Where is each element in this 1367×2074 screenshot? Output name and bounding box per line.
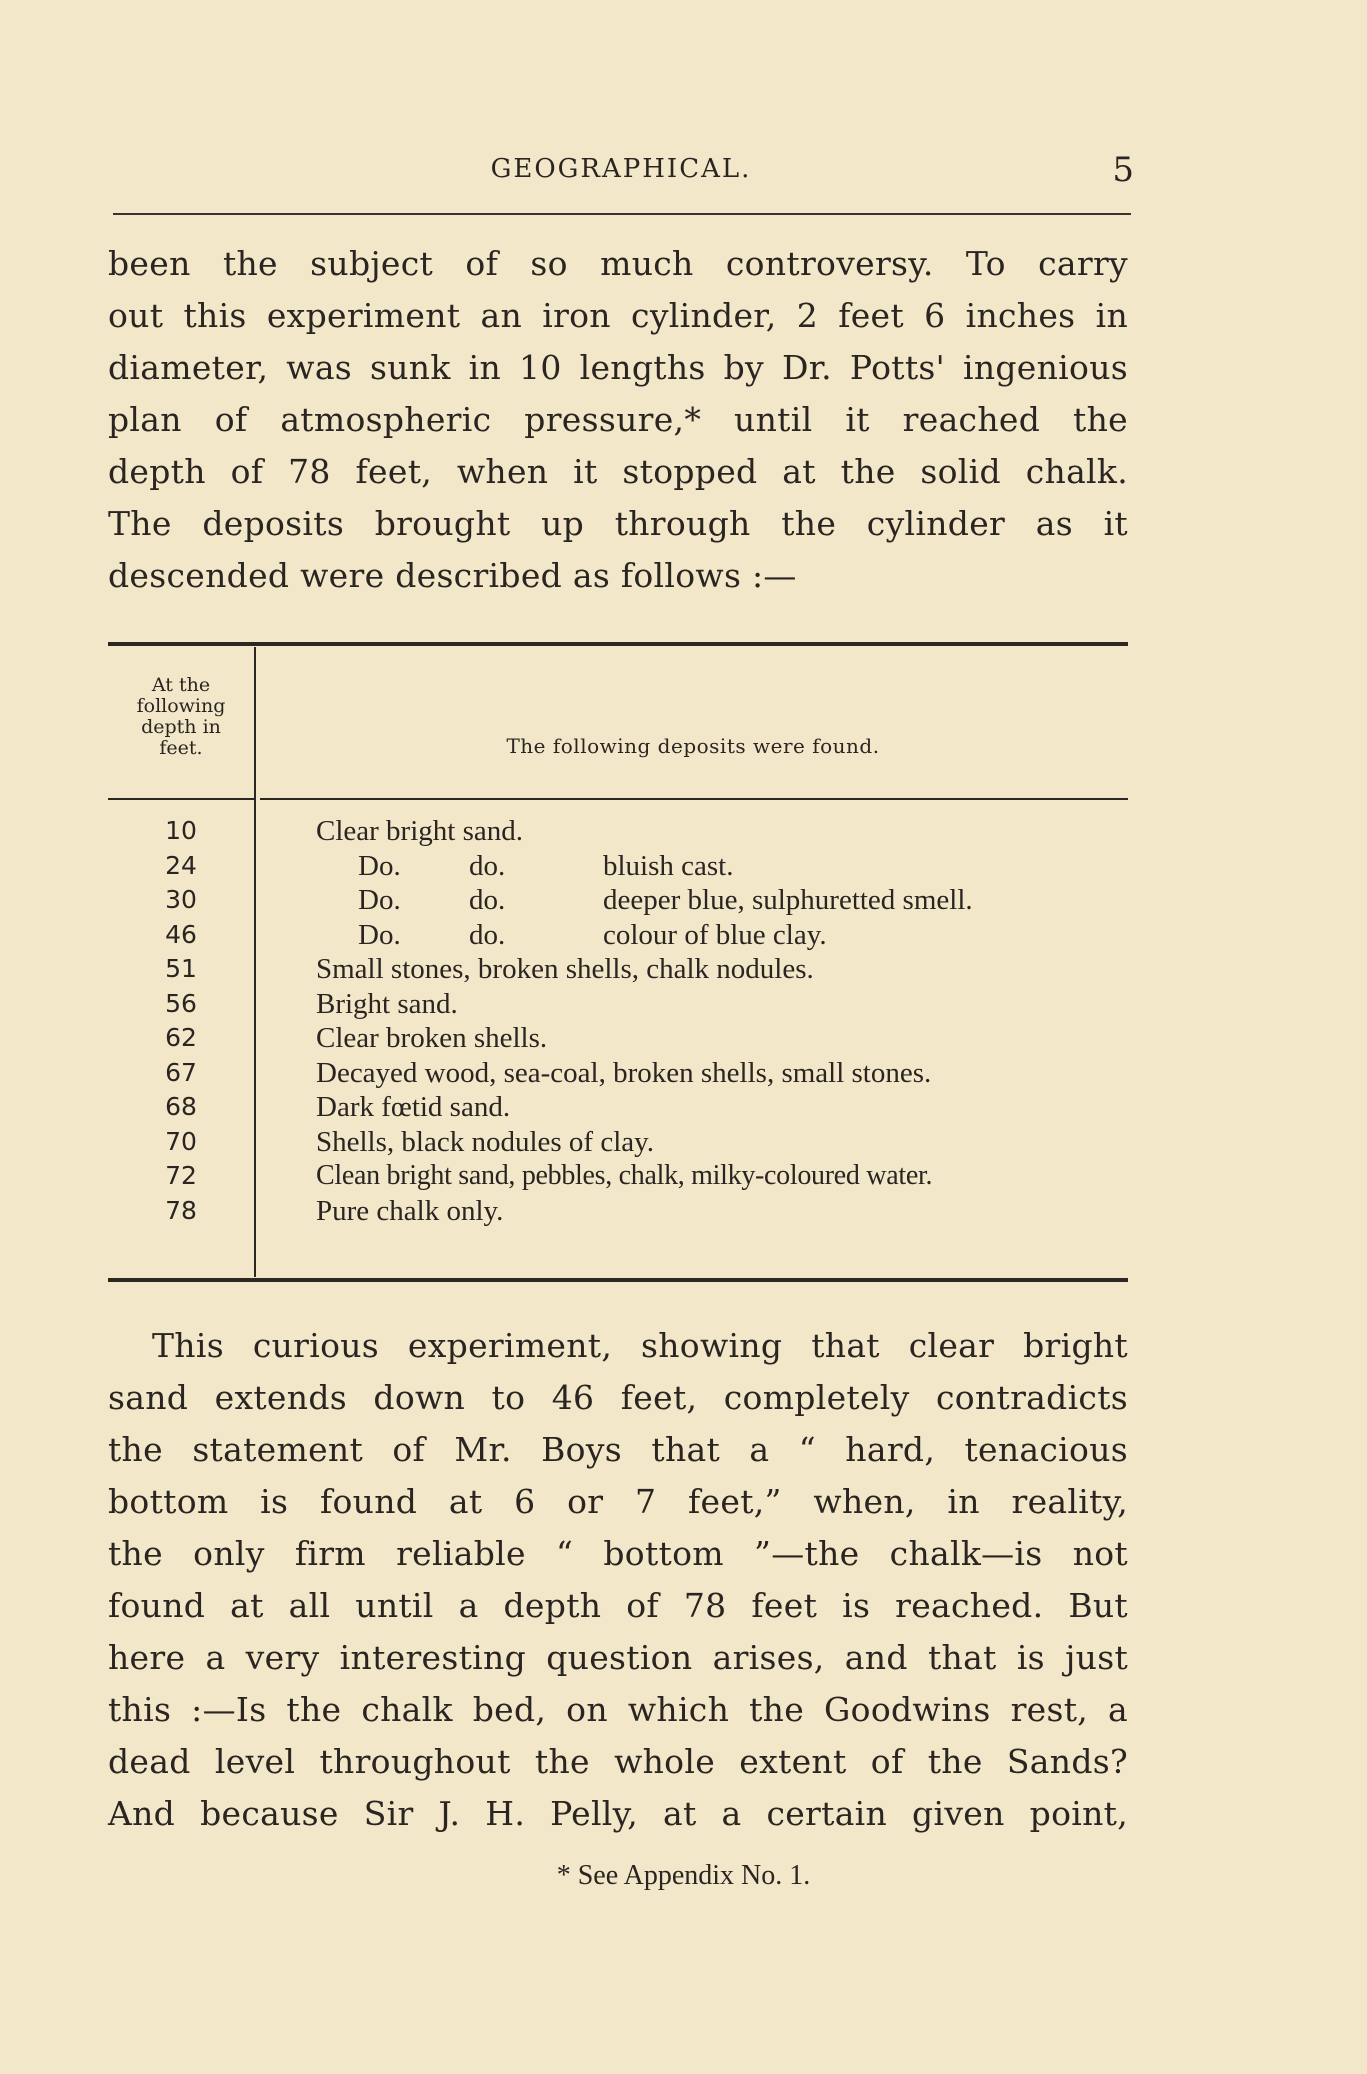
- table-row: [108, 918, 1128, 953]
- depth-cell: 72: [165, 1161, 197, 1190]
- table-row: [108, 849, 1128, 884]
- deposit-cell: Clear bright sand.: [316, 815, 523, 847]
- ditto-mark: Do.: [358, 849, 401, 882]
- ditto-mark: Do.: [358, 918, 401, 951]
- depth-cell: 68: [165, 1092, 197, 1121]
- table-row: [108, 1021, 1128, 1056]
- deposit-cell: Clean bright sand, pebbles, chalk, milky-coloured water.: [316, 1160, 933, 1191]
- table-bottom-rule: [108, 1278, 1128, 1282]
- deposit-cell: Shells, black nodules of clay.: [316, 1125, 654, 1158]
- header-depth-line: At the: [151, 674, 211, 696]
- depth-cell: 30: [165, 885, 197, 914]
- text-line: the only firm reliable “ bottom ”—the chalk—is not: [108, 1534, 1128, 1573]
- depth-cell: 67: [165, 1057, 197, 1087]
- text-line: sand extends down to 46 feet, completely contradicts: [108, 1378, 1128, 1417]
- header-depth-line: following: [136, 695, 226, 717]
- table-row: [108, 1056, 1128, 1091]
- deposit-cell: [358, 883, 973, 918]
- deposit-cell: [358, 849, 734, 884]
- table-row: [108, 1159, 1128, 1194]
- deposit-cell: Small stones, broken shells, chalk nodules.: [316, 953, 814, 985]
- header-rule-right: [260, 798, 1128, 800]
- deposit-cell: [358, 918, 827, 953]
- depth-cell: 62: [165, 1023, 197, 1052]
- table-row: [108, 987, 1128, 1022]
- running-title: GEOGRAPHICAL.: [490, 154, 752, 184]
- depth-cell: 10: [165, 816, 197, 845]
- depth-cell: 24: [165, 850, 197, 880]
- deposit-cell: Bright sand.: [316, 987, 458, 1020]
- deposit-cell: Dark fœtid sand.: [316, 1091, 511, 1123]
- deposit-text: colour of blue clay.: [603, 918, 827, 951]
- text-line: bottom is found at 6 or 7 feet,” when, in reality,: [108, 1482, 1128, 1521]
- depth-cell: 70: [165, 1126, 197, 1156]
- depth-cell: 46: [165, 919, 197, 949]
- header-rule-left: [108, 798, 254, 800]
- table-row: [108, 952, 1128, 987]
- table-row: [108, 814, 1128, 849]
- deposit-text: deeper blue, sulphuretted smell.: [603, 884, 973, 916]
- deposit-text: bluish cast.: [603, 849, 734, 882]
- ditto-mark: do.: [469, 849, 506, 882]
- table-row: [108, 1125, 1128, 1160]
- text-line: out this experiment an iron cylinder, 2 feet 6 inches in: [108, 296, 1128, 335]
- depth-cell: 56: [165, 988, 197, 1018]
- text-line: the statement of Mr. Boys that a “ hard, tenacious: [108, 1430, 1128, 1469]
- text-line: found at all until a depth of 78 feet is reached. But: [108, 1586, 1128, 1625]
- table-body: [108, 814, 1128, 1228]
- ditto-mark: do.: [469, 918, 506, 951]
- header-depth-line: depth in: [141, 716, 221, 738]
- text-line: depth of 78 feet, when it stopped at the solid chalk.: [108, 452, 1128, 491]
- header-deposits: The following deposits were found.: [506, 734, 880, 758]
- text-line: this :—Is the chalk bed, on which the Goodwins rest, a: [108, 1690, 1128, 1729]
- text-line: diameter, was sunk in 10 lengths by Dr. Potts' ingenious: [108, 348, 1128, 387]
- paragraph-1-text: [108, 238, 1128, 602]
- deposits-table: [108, 642, 1128, 1287]
- text-line: And because Sir J. H. Pelly, at a certain given point,: [108, 1794, 1128, 1833]
- table-row: [108, 1090, 1128, 1125]
- deposit-cell: Decayed wood, sea-coal, broken shells, small stones.: [316, 1056, 932, 1089]
- text-line: The deposits brought up through the cylinder as it: [108, 504, 1128, 543]
- text-line: plan of atmospheric pressure,* until it reached the: [108, 400, 1128, 439]
- paragraph-1: [108, 238, 1128, 602]
- text-line: here a very interesting question arises, and that is just: [108, 1638, 1128, 1677]
- text-line: been the subject of so much controversy. To carry: [108, 244, 1128, 283]
- depth-cell: 78: [165, 1195, 197, 1225]
- text-line: dead level throughout the whole extent of the Sands?: [108, 1742, 1128, 1781]
- deposit-cell: Clear broken shells.: [316, 1022, 548, 1054]
- text-line: descended were described as follows :—: [108, 556, 797, 595]
- header-depth-line: feet.: [159, 737, 203, 759]
- ditto-mark: do.: [469, 884, 506, 916]
- header-rule: [113, 213, 1131, 215]
- header-depth: [108, 675, 254, 759]
- paragraph-2: [108, 1320, 1128, 1840]
- text-line: This curious experiment, showing that clear bright: [152, 1326, 1128, 1365]
- table-row: [108, 1194, 1128, 1229]
- footnote: * See Appendix No. 1.: [556, 1860, 811, 1891]
- depth-cell: 51: [165, 954, 197, 983]
- paragraph-2-text: [108, 1320, 1128, 1840]
- running-head: [108, 150, 1134, 190]
- deposit-cell: Pure chalk only.: [316, 1194, 504, 1227]
- ditto-mark: Do.: [358, 884, 401, 916]
- table-top-rule: [108, 642, 1128, 646]
- table-row: [108, 883, 1128, 918]
- page-number: 5: [1112, 150, 1134, 190]
